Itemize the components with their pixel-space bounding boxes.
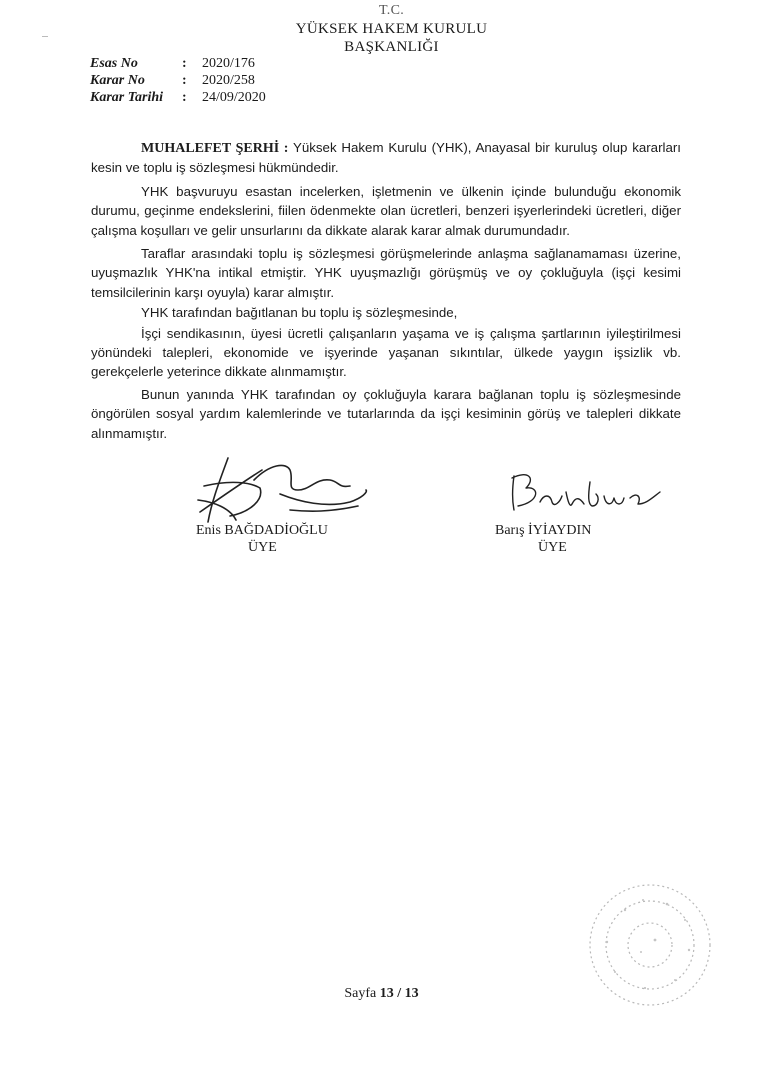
signature-right — [495, 522, 591, 556]
paragraph-5: İşçi sendikasının, üyesi ücretli çalışanların yaşama ve iş çalışma şartlarının iyileştirilmesi yönündeki talepleri, ekonomide ve işyerinde yaşanan sıkıntılar, ülkede yaygın işsizlik vb. gerekçelerle yeterince dikkate alınmamıştır. — [91, 325, 681, 380]
case-colon: : — [182, 90, 187, 105]
signature-left-image — [190, 450, 380, 530]
page-number: 13 / 13 — [379, 986, 419, 1001]
signer-role: ÜYE — [248, 540, 277, 555]
case-value: 24/09/2020 — [202, 90, 266, 105]
paragraph-text: Yüksek Hakem Kurulu (YHK), Anayasal bir kuruluş olup kararları kesin ve toplu iş sözleşmesi hükmündedir. — [91, 140, 681, 176]
case-info-table — [90, 55, 266, 106]
case-colon: : — [182, 56, 187, 71]
signer-name: Barış İYİAYDIN — [495, 523, 592, 538]
page-label: Sayfa — [344, 986, 377, 1001]
page-footer — [0, 986, 763, 1002]
case-label: Esas No — [90, 56, 138, 71]
case-label: Karar No — [90, 73, 145, 88]
case-value: 2020/176 — [202, 56, 255, 71]
scan-mark — [42, 36, 48, 37]
dissent-body — [91, 138, 681, 443]
paragraph-2: YHK başvuruyu esastan incelerken, işletmenin ve ülkenin içinde bulunduğu ekonomik durumu, geçinme endekslerini, fiilen ödenmekte olan ücretleri, benzeri işyerlerindeki ücretleri, diğer çalışma koşulları ve gelir unsurlarını da dikkate alarak karar almak durumundadır. — [91, 183, 681, 238]
header-organization: YÜKSEK HAKEM KURULU — [295, 21, 488, 37]
header-department: BAŞKANLIĞI — [344, 39, 439, 55]
signature-left — [196, 522, 328, 556]
paragraph-1 — [91, 138, 681, 178]
case-row-esas — [90, 55, 266, 72]
paragraph-3: Taraflar arasındaki toplu iş sözleşmesi görüşmelerinde anlaşma sağlanamaması üzerine, uyuşmazlık YHK'na intikal etmiştir. YHK uyuşmazlığı görüşmüş ve oy çokluğuyla (işçi kesimi temsilcilerinin karşı oyuyla) karar almıştır. — [91, 246, 681, 300]
paragraph-6: Bunun yanında YHK tarafından oy çokluğuyla karara bağlanan toplu iş sözleşmesinde öngörülen sosyal yardım kalemlerinde ve tutarlarında da işçi kesiminin görüş ve talepleri dikkate alınmamıştır. — [91, 386, 681, 441]
case-row-karar — [90, 72, 266, 89]
case-colon: : — [182, 73, 187, 88]
case-value: 2020/258 — [202, 73, 255, 88]
signature-right-image — [500, 462, 670, 522]
dissent-title: MUHALEFET ŞERHİ : — [141, 141, 289, 156]
signer-role: ÜYE — [538, 540, 567, 555]
case-row-tarih — [90, 89, 266, 106]
paragraph-4: YHK tarafından bağıtlanan bu toplu iş sözleşmesinde, — [141, 305, 458, 321]
header-tc: T.C. — [378, 3, 405, 18]
case-label: Karar Tarihi — [90, 90, 164, 105]
signer-name: Enis BAĞDADİOĞLU — [196, 523, 328, 538]
